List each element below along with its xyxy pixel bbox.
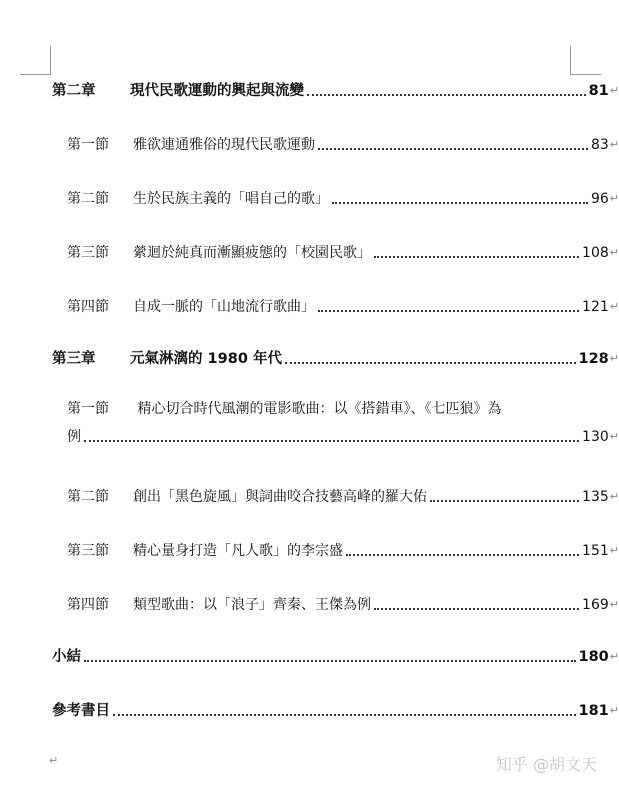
- page-number: 83: [590, 137, 609, 153]
- toc-summary[interactable]: [52, 642, 619, 666]
- section-number: 第三節: [67, 543, 109, 559]
- section-number: 第二節: [67, 191, 109, 207]
- references-title: 參考書目: [52, 703, 110, 719]
- chapter-title: 元氣淋漓的 1980 年代: [130, 351, 282, 367]
- dot-leader: [374, 256, 579, 258]
- crop-mark-left-horizontal: [20, 74, 51, 75]
- return-mark: ↵: [609, 598, 619, 611]
- toc-section-3-3[interactable]: [67, 536, 619, 560]
- return-mark: ↵: [609, 490, 619, 503]
- return-mark: ↵: [609, 300, 619, 313]
- crop-mark-left-vertical: [50, 46, 51, 74]
- section-number: 第一節: [67, 137, 109, 153]
- page-number: 135: [582, 489, 609, 505]
- dot-leader: [113, 714, 576, 716]
- section-number: 第二節: [67, 489, 109, 505]
- return-mark: ↵: [609, 138, 619, 151]
- chapter-number: 第二章: [52, 83, 96, 99]
- page-number: 121: [582, 299, 609, 315]
- chapter-title: 現代民歌運動的興起與流變: [130, 83, 304, 99]
- page-number: 181: [578, 703, 609, 719]
- summary-title: 小結: [52, 649, 81, 665]
- section-title: 雅欲連通雅俗的現代民歌運動: [133, 137, 315, 153]
- dot-leader: [318, 310, 579, 312]
- return-mark: ↵: [609, 704, 619, 717]
- return-mark: ↵: [609, 84, 619, 97]
- return-mark: ↵: [609, 192, 619, 205]
- section-title: 精心量身打造「凡人歌」的李宗盛: [133, 543, 343, 559]
- dot-leader: [332, 202, 588, 204]
- dot-leader: [318, 148, 588, 150]
- toc-chapter-3[interactable]: [52, 344, 619, 368]
- section-title: 自成一脈的「山地流行歌曲」: [133, 299, 315, 315]
- section-title: 縈迴於純真而漸顯疲態的「校園民歌」: [133, 245, 371, 261]
- page-number: 180: [578, 649, 609, 665]
- dot-leader: [430, 500, 579, 502]
- crop-mark-right-horizontal: [570, 74, 601, 75]
- page-number: 128: [578, 351, 609, 367]
- section-number: 第一節: [67, 401, 109, 417]
- section-title: 創出「黑色旋風」與詞曲咬合技藝高峰的羅大佑: [133, 489, 427, 505]
- dot-leader: [307, 94, 586, 96]
- dot-leader: [84, 440, 579, 442]
- dot-leader: [374, 608, 579, 610]
- page-number: 81: [588, 83, 609, 99]
- return-mark: ↵: [609, 650, 619, 663]
- toc-references[interactable]: [52, 696, 619, 720]
- section-number: 第三節: [67, 245, 109, 261]
- page-number: 151: [582, 543, 609, 559]
- dot-leader: [84, 660, 576, 662]
- toc-section-3-1[interactable]: [67, 400, 501, 418]
- toc-chapter-2[interactable]: [52, 76, 619, 100]
- toc-section-3-4[interactable]: [67, 590, 619, 614]
- page-number: 169: [582, 597, 609, 613]
- section-title-continued: 例: [67, 429, 81, 445]
- return-mark: ↵: [609, 430, 619, 443]
- page-number: 108: [582, 245, 609, 261]
- section-title: 生於民族主義的「唱自己的歌」: [133, 191, 329, 207]
- return-mark: ↵: [609, 352, 619, 365]
- toc-section-3-2[interactable]: [67, 482, 619, 506]
- paragraph-mark: ↵: [49, 754, 59, 767]
- return-mark: ↵: [609, 544, 619, 557]
- toc-section-2-1[interactable]: [67, 130, 619, 154]
- return-mark: ↵: [609, 246, 619, 259]
- section-title: 精心切合時代風潮的電影歌曲：以《搭錯車》、《七匹狼》為: [137, 401, 502, 417]
- section-number: 第四節: [67, 597, 109, 613]
- toc-section-3-1-continued[interactable]: [67, 428, 619, 446]
- page-number: 96: [590, 191, 609, 207]
- section-number: 第四節: [67, 299, 109, 315]
- toc-section-2-4[interactable]: [67, 292, 619, 316]
- toc-section-2-3[interactable]: [67, 238, 619, 262]
- dot-leader: [346, 554, 579, 556]
- crop-mark-right-vertical: [570, 46, 571, 74]
- section-title: 類型歌曲：以「浪子」齊秦、王傑為例: [133, 597, 371, 613]
- toc-section-2-2[interactable]: [67, 184, 619, 208]
- page-number: 130: [582, 429, 609, 445]
- watermark: 知乎 @胡文天: [495, 755, 597, 774]
- dot-leader: [285, 362, 576, 364]
- chapter-number: 第三章: [52, 351, 96, 367]
